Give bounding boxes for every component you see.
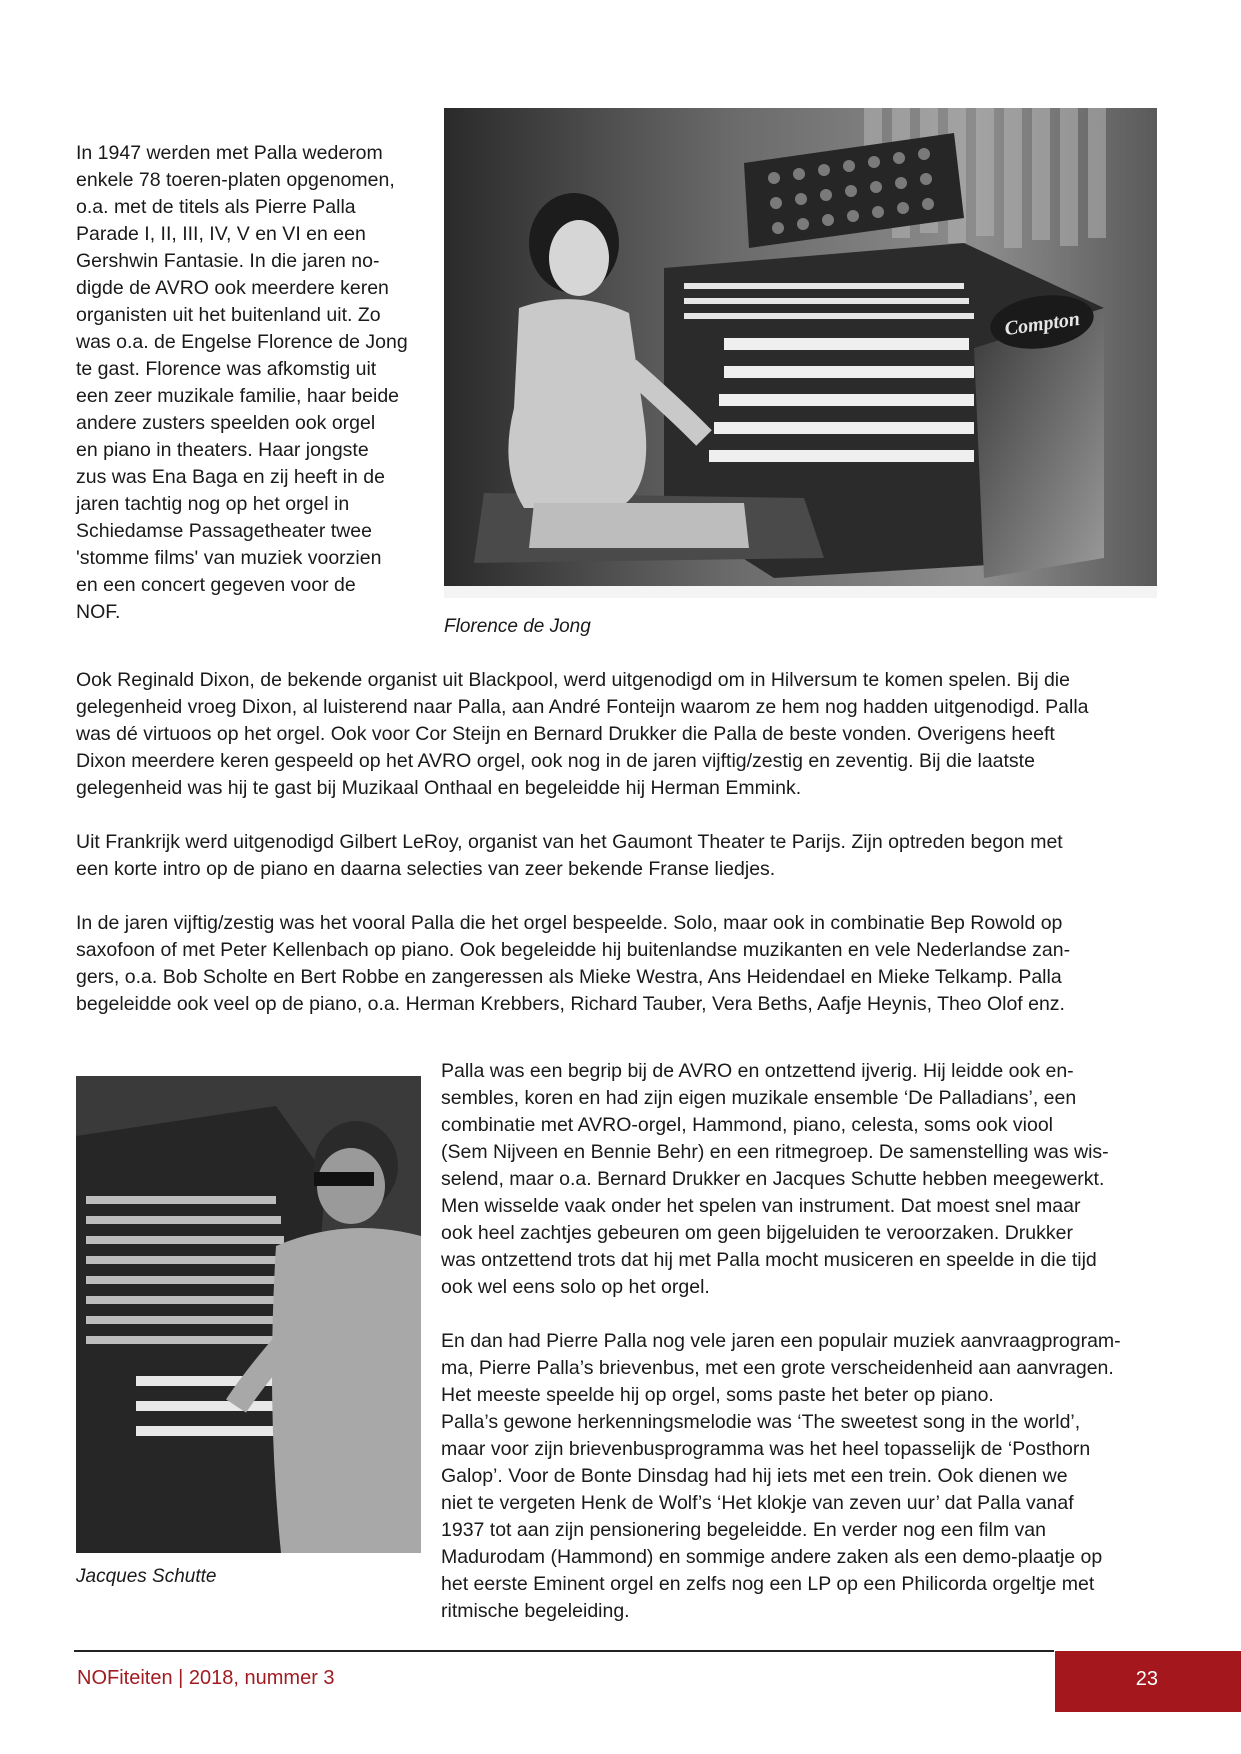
intro-paragraph: In 1947 werden met Palla wederom enkele 78 toeren-platen opgenomen, o.a. met de titels als Pierre Palla Parade I, II, III, IV, V en VI en een Gershwin Fantasie. In die jaren no- digde de AVRO ook meerdere keren organisten uit het buitenland uit. Zo was o.a. de Engelse Florence de Jong te gast. Florence was afkomstig uit een zeer muzikale familie, haar beide andere zusters speelden ook orgel en piano in theaters. Haar jongste zus was Ena Baga en zij heeft in de jaren tachtig nog op het orgel in Schiedamse Passagetheater twee 'stomme films' van muziek voorzien en een concert gegeven voor de NOF. <box>76 142 408 623</box>
leroy-paragraph: Uit Frankrijk werd uitgenodigd Gilbert LeRoy, organist van het Gaumont Theater te Parijs. Zijn optreden begon met een korte intro op de piano en daarna selecties van zeer bekende Franse liedjes. <box>76 831 1063 880</box>
brievenbus-paragraph: En dan had Pierre Palla nog vele jaren een populair muziek aanvraagprogram- ma, Pierre Palla’s brievenbus, met een grote verscheidenheid aan aanvragen. Het meeste speelde hij op orgel, soms paste het beter op piano. Palla’s gewone herkenningsmelodie was ‘The sweetest song in the world’, maar voor zijn brievenbusprogramma was het heel topasselijk de ‘Posthorn Galop’. Voor de Bonte Dinsdag had hij iets met een trein. Ook dienen we niet te vergeten Henk de Wolf’s ‘Het klokje van zeven uur’ dat Palla vanaf 1937 tot aan zijn pensionering begeleidde. En verder nog een film van Madurodam (Hammond) en sommige andere zaken als een demo-plaatje op het eerste Eminent orgel en zelfs nog een LP op een Philicorda orgeltje met ritmische begeleiding. <box>441 1330 1121 1622</box>
jacques-schutte-photo <box>76 1076 421 1553</box>
page-number: 23 <box>1135 1668 1158 1690</box>
palla-fifties-paragraph: In de jaren vijftig/zestig was het vooral Palla die het orgel bespeelde. Solo, maar ook in combinatie Bep Rowold op saxofoon of met Peter Kellenbach op piano. Ook begeleidde hij buitenlandse muzikanten en vele Nederlandse zan- gers, o.a. Bob Scholte en Bert Robbe en zangeressen als Mieke Westra, Ans Heidendael en Mieke Telkamp. Palla begeleidde ook veel op de piano, o.a. Herman Krebbers, Richard Tauber, Vera Beths, Aafje Heynis, Theo Olof enz. <box>76 912 1071 1015</box>
page-number-box <box>1055 1651 1241 1712</box>
footer-divider <box>74 1650 1054 1652</box>
palladians-paragraph: Palla was een begrip bij de AVRO en ontzettend ijverig. Hij leidde ook en- sembles, koren en had zijn eigen muzikale ensemble ‘De Palladians’, een combinatie met AVRO-orgel, Hammond, piano, celesta, soms ook viool (Sem Nijveen en Bennie Behr) en een ritmegroep. De samenstelling was wis- selend, maar o.a. Bernard Drukker en Jacques Schutte hebben meegewerkt. Men wisselde vaak onder het spelen van instrument. Dat moest snel maar ook heel zachtjes gebeuren om geen bijgeluiden te veroorzaken. Drukker was ontzettend trots dat hij met Palla mocht musiceren en speelde in die tijd ook wel eens solo op het orgel. <box>441 1060 1109 1298</box>
footer-publication: NOFiteiten | 2018, nummer 3 <box>77 1667 335 1689</box>
florence-de-jong-caption: Florence de Jong <box>444 616 591 637</box>
jacques-schutte-caption: Jacques Schutte <box>76 1566 217 1587</box>
florence-de-jong-photo <box>444 108 1157 598</box>
compton-logo: Compton <box>1003 307 1082 341</box>
dixon-paragraph: Ook Reginald Dixon, de bekende organist uit Blackpool, werd uitgenodigd om in Hilversum te komen spelen. Bij die gelegenheid vroeg Dixon, al luisterend naar Palla, aan André Fonteijn waarom ze hem nog hadden uitgenodigd. Palla was dé virtuoos op het orgel. Ook voor Cor Steijn en Bernard Drukker die Palla de beste vonden. Overigens heeft Dixon meerdere keren gespeeld op het AVRO orgel, ook nog in de jaren vijftig/zestig en zeventig. Bij die laatste gelegenheid was hij te gast bij Muzikaal Onthaal en begeleidde hij Herman Emmink. <box>76 669 1089 799</box>
